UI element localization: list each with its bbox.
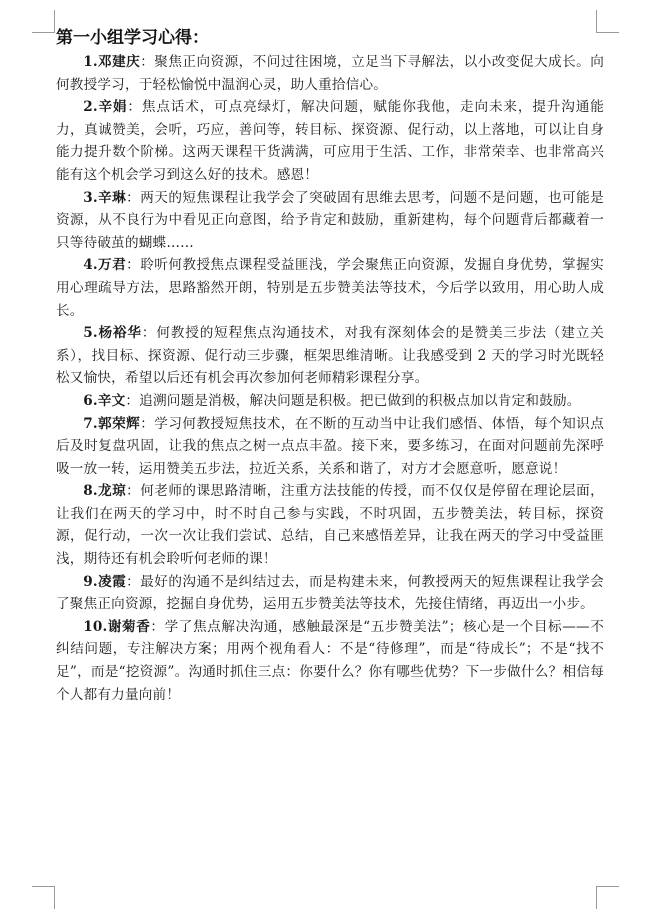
entry-name: 辛文 (97, 392, 126, 409)
entry-8 (56, 480, 604, 570)
entry-1 (56, 51, 604, 96)
page-title: 第一小组学习心得： (56, 28, 209, 48)
entry-4 (56, 254, 604, 322)
entry-5 (56, 322, 604, 390)
entry-number: 3. (83, 189, 98, 206)
entry-number: 6. (83, 392, 98, 409)
entry-number: 7. (83, 415, 98, 432)
entry-3 (56, 187, 604, 255)
document-body (56, 27, 604, 706)
entry-separator: ： (150, 618, 165, 635)
entry-separator: ： (126, 189, 141, 206)
entry-number: 5. (83, 325, 98, 342)
entry-number: 1. (83, 54, 98, 70)
entry-7 (56, 413, 604, 481)
entry-separator: ： (127, 99, 142, 116)
entry-text: 焦点话术，可点亮绿灯，解决问题，赋能你我他，走向未来，提升沟通能力，真诚赞美，会听，巧应，善问等，转目标、探资源、促行动，以上落地，可以让自身能力提升数个阶梯。这两天课程干货满满，可应用于生活、工作，非常荣幸、也非常高兴能有这个机会学习到这么好的技术。感恩！ (56, 99, 605, 183)
entry-text: 追溯问题是消极，解决问题是积极。把已做到的积极点加以肯定和鼓励。 (139, 392, 581, 409)
entry-name: 万君 (97, 257, 127, 274)
entry-separator: ： (126, 573, 141, 590)
entry-9 (56, 571, 604, 616)
entry-name: 龙琼 (97, 483, 127, 500)
entry-name: 谢菊香 (107, 618, 151, 635)
entry-text: 聆听何教授焦点课程受益匪浅，学会聚焦正向资源，发掘自身优势，掌握实用心理疏导方法，思路豁然开朗，特别是五步赞美法等技术，今后学以致用，用心助人成长。 (56, 257, 604, 319)
entry-name: 凌霞 (97, 573, 127, 590)
entry-text: 最好的沟通不是纠结过去，而是构建未来，何教授两天的短焦课程让我学会了聚焦正向资源，挖掘自身优势，运用五步赞美法等技术，先接住情绪，再迈出一小步。 (56, 573, 604, 613)
entry-name: 辛琳 (97, 189, 127, 206)
entry-text: 何教授的短程焦点沟通技术，对我有深刻体会的是赞美三步法（建立关系），找目标、探资源、促行动三步骤，框架思维清晰。让我感受到 2 天的学习时光既轻松又愉快，希望以后还有机会再次参加何老师精彩课程分享。 (56, 325, 604, 387)
entry-number: 4. (83, 257, 98, 274)
entry-separator: ： (140, 54, 155, 70)
entry-text: 两天的短焦课程让我学会了突破固有思维去思考，问题不是问题，也可能是资源，从不良行为中看见正向意图，给予肯定和鼓励，重新建构，每个问题背后都藏着一只等待破茧的蝴蝶…… (56, 189, 604, 251)
entry-2 (56, 96, 604, 186)
crop-mark-top-left (32, 10, 55, 33)
crop-mark-bottom-left (32, 886, 55, 909)
entry-separator: ： (126, 257, 141, 274)
entry-number: 8. (83, 483, 98, 500)
entry-text: 聚焦正向资源，不问过往困境，立足当下寻解法，以小改变促大成长。向何教授学习，于轻松愉悦中温润心灵，助人重拾信心。 (56, 54, 604, 93)
entry-text: 学习何教授短焦技术，在不断的互动当中让我们感悟、体悟，每个知识点后及时复盘巩固，让我的焦点之树一点点丰盈。接下来，要多练习，在面对问题前先深呼吸一放一转，运用赞美五步法，拉近关系，关系和谐了，对方才会愿意听，愿意说！ (56, 415, 604, 477)
entry-name: 辛娟 (97, 99, 128, 116)
entry-6 (56, 390, 604, 413)
crop-mark-bottom-right (596, 886, 619, 909)
entry-number: 10. (83, 618, 108, 635)
entry-number: 2. (83, 99, 98, 116)
entry-separator: ： (141, 325, 157, 342)
entry-separator: ： (126, 483, 141, 500)
entry-separator: ： (140, 415, 155, 432)
entry-number: 9. (83, 573, 98, 590)
entry-name: 邓建庆 (97, 54, 141, 70)
entry-name: 郭荣辉 (97, 415, 141, 432)
entry-text: 何老师的课思路清晰，注重方法技能的传授，而不仅仅是停留在理论层面，让我们在两天的学习中，时不时自己参与实践，不时巩固，五步赞美法，转目标，探资源，促行动，一次一次让我们尝试、总结，自己来感悟差异，让我在两天的学习中受益匪浅，期待还有机会聆听何老师的课！ (56, 483, 604, 568)
entry-10 (56, 616, 604, 706)
entry-name: 杨裕华 (97, 325, 142, 342)
entry-text: 学了焦点解决沟通，感触最深是“五步赞美法”；核心是一个目标——不纠结问题，专注解决方案；用两个视角看人：不是“待修理”，而是“待成长”；不是“找不足”，而是“挖资源”。沟通时抓住三点：你要什么？你有哪些优势？下一步做什么？相信每个人都有力量向前！ (56, 618, 605, 703)
entry-separator: ： (125, 392, 140, 409)
